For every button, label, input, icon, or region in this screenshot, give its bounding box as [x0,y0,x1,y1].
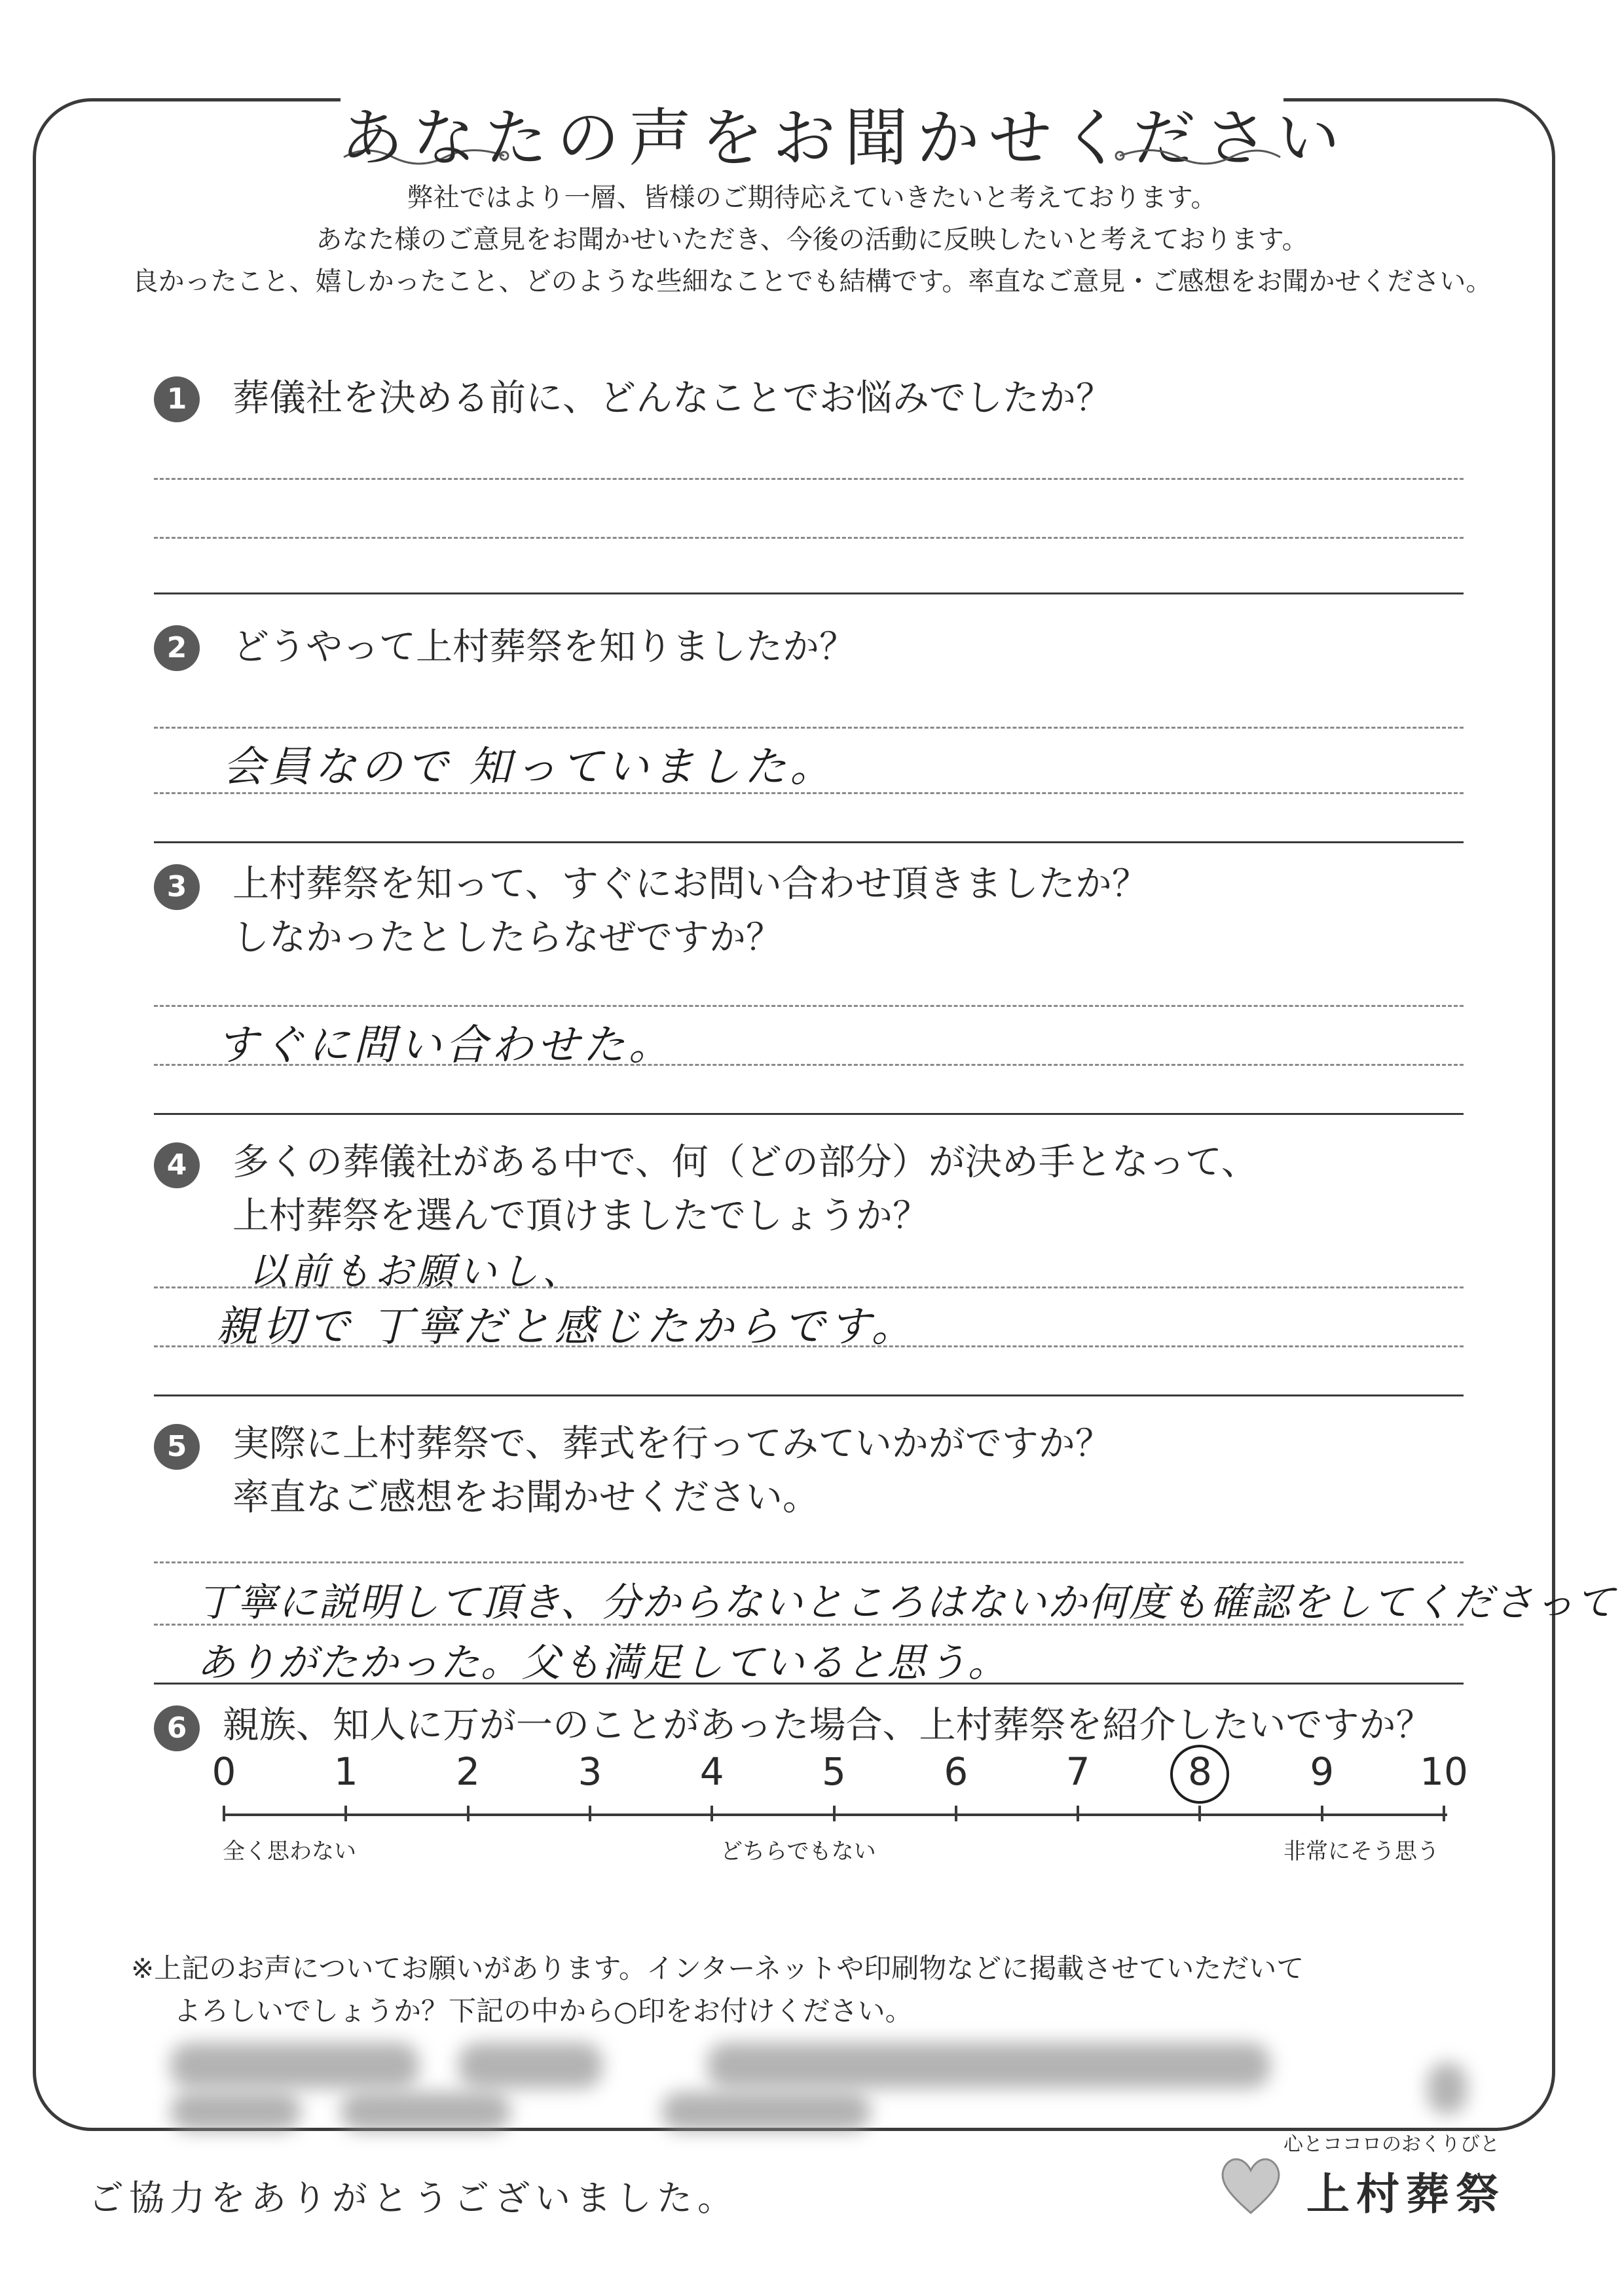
question-text: 率直なご感想をお聞かせください。 [232,1476,819,1519]
answer-dotted-line [154,478,1464,480]
section-divider [154,1113,1464,1115]
redacted-area [458,2043,602,2088]
question-text: 上村葬祭を知って、すぐにお問い合わせ頂きましたか？ [232,863,1149,905]
handwritten-answer: ありがたかった。父も満足していると思う。 [196,1640,1008,1686]
scale-number: 0 [212,1749,236,1794]
question-number-badge: 4 [154,1142,200,1188]
scale-tick [1443,1806,1445,1821]
question-text: 上村葬祭を選んで頂けましたでしょうか？ [232,1195,929,1237]
answer-dotted-line [154,1561,1464,1563]
logo-tagline: 心とココロのおくりびと [1283,2133,1500,2156]
question-text: 親族、知人に万が一のことがあった場合、上村葬祭を紹介したいですか？ [223,1704,1433,1747]
thank-you-message: ご協力をありがとうございました。 [88,2178,738,2219]
heart-logo-icon [1215,2147,1287,2219]
scale-tick [1077,1806,1079,1821]
scale-number: 1 [333,1749,358,1794]
question-text: しなかったとしたらなぜですか？ [232,917,783,959]
section-divider [154,1683,1464,1685]
answer-dotted-line [154,537,1464,539]
answer-dotted-line [154,1064,1464,1066]
answer-dotted-line [154,1624,1464,1626]
scale-number: 8 [1187,1749,1212,1794]
scale-number: 2 [456,1749,481,1794]
section-divider [154,592,1464,594]
question-text: どうやって上村葬祭を知りましたか？ [232,626,856,668]
handwritten-answer: 会員なので 知っていました。 [223,743,836,792]
section-divider [154,1394,1464,1396]
logo-company-name: 上村葬祭 [1306,2168,1505,2219]
answer-dotted-line [154,727,1464,729]
section-divider [154,841,1464,843]
answer-dotted-line [154,1286,1464,1288]
right-flourish-icon [1113,144,1283,170]
redacted-area [170,2043,419,2088]
page-title: あなたの声をお聞かせください [341,101,1349,175]
publication-note-line-2: よろしいでしょうか？下記の中から○印をお付けください。 [174,1995,913,2027]
redacted-area [341,2092,511,2131]
scale-tick [589,1806,591,1821]
scale-tick [955,1806,957,1821]
scale-tick [467,1806,470,1821]
title-banner [341,62,1349,175]
intro-line-2: あなた様のご意見をお聞かせいただき、今後の活動に反映したいと考えております。 [316,225,1308,255]
scale-tick [344,1806,347,1821]
scale-number: 6 [944,1749,969,1794]
redacted-area [1428,2062,1467,2115]
intro-line-1: 弊社ではより一層、皆様のご期待応えていきたいと考えております。 [407,183,1217,213]
handwritten-answer: 親切で 丁寧だと感じたからです。 [216,1303,917,1351]
redacted-area [707,2043,1270,2088]
question-number-badge: 1 [154,376,200,422]
scale-tick [223,1806,225,1821]
scale-number: 3 [578,1749,602,1794]
handwritten-answer: すぐに問い合わせた。 [216,1021,674,1070]
question-number-badge: 2 [154,625,200,671]
intro-line-3: 良かったこと、嬉しかったこと、どのような些細なことでも結構です。率直なご意見・ご感想をお聞かせください。 [132,266,1492,297]
redacted-area [170,2092,301,2131]
publication-note-line-1: ※上記のお声についてお願いがあります。インターネットや印刷物などに掲載させていただいて [131,1952,1304,1984]
scale-number: 4 [699,1749,724,1794]
selected-rating-circle [1170,1745,1229,1804]
question-text: 葬儀社を決める前に、どんなことでお悩みでしたか？ [232,377,1113,420]
scale-tick [1321,1806,1323,1821]
redacted-area [661,2092,871,2131]
question-number-badge: 5 [154,1424,200,1470]
question-text: 実際に上村葬祭で、葬式を行ってみていかがですか？ [232,1423,1112,1465]
handwritten-answer: 以前もお願いし、 [249,1249,585,1294]
scale-tick [1198,1806,1201,1821]
scale-number: 10 [1420,1749,1468,1794]
scale-number: 5 [822,1749,846,1794]
scale-label-mid: どちらでもない [720,1838,876,1865]
company-logo [1215,2128,1505,2232]
answer-dotted-line [154,792,1464,794]
scale-label-low: 全く思わない [223,1838,356,1865]
scale-tick [710,1806,713,1821]
scale-number: 9 [1310,1749,1335,1794]
handwritten-answer: 丁寧に説明して頂き、分からないところはないか何度も確認をしてくださって [196,1580,1616,1626]
question-number-badge: 3 [154,864,200,910]
answer-dotted-line [154,1005,1464,1007]
answer-dotted-line [154,1345,1464,1347]
question-number-badge: 6 [154,1705,200,1751]
scale-label-high: 非常にそう思う [1283,1838,1439,1865]
scale-tick [833,1806,836,1821]
scale-number: 7 [1065,1749,1090,1794]
question-text: 多くの葬儀社がある中で、何（どの部分）が決め手となって、 [232,1141,1258,1184]
